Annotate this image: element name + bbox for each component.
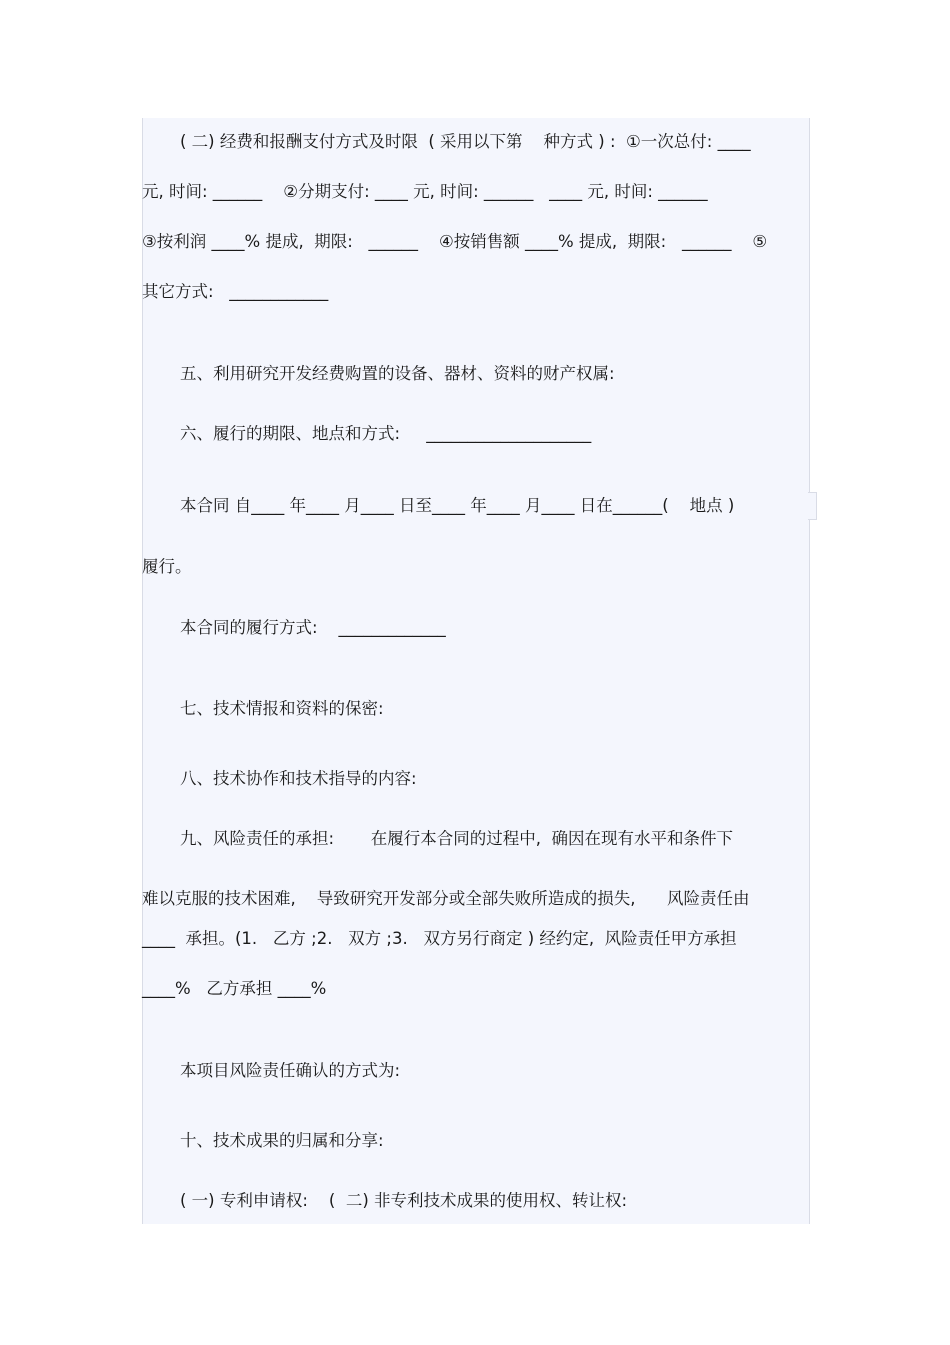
performance-period-line: 本合同 自____ 年____ 月____ 日至____ 年____ 月____ 日在______( 地点 ) — [180, 496, 735, 515]
payment-profit-line: ③按利润 ____% 提成, 期限: ______ ④按销售额 ____% 提成, 期限: ______ ⑤ — [142, 232, 768, 251]
risk-clause-line-4: ____% 乙方承担 ____% — [142, 979, 327, 998]
patent-rights-line: ( 一) 专利申请权: ( 二) 非专利技术成果的使用权、转让权: — [180, 1191, 628, 1210]
table-border-mark — [808, 492, 817, 520]
risk-confirmation-line: 本项目风险责任确认的方式为: — [180, 1061, 401, 1080]
section-7-heading: 七、技术情报和资料的保密: — [180, 699, 384, 718]
performance-method-line: 本合同的履行方式: _____________ — [180, 618, 446, 637]
section-6-heading: 六、履行的期限、地点和方式: ____________________ — [180, 424, 592, 443]
performance-period-continued: 履行。 — [142, 557, 192, 576]
payment-method-line: ( 二) 经费和报酬支付方式及时限 ( 采用以下第 种方式 ) : ①一次总付: ____ — [180, 132, 751, 151]
payment-installment-line: 元, 时间: ______ ②分期支付: ____ 元, 时间: ______ ____ 元, 时间: ______ — [142, 182, 708, 201]
section-5-heading: 五、利用研究开发经费购置的设备、器材、资料的财产权属: — [180, 364, 615, 383]
section-10-heading: 十、技术成果的归属和分享: — [180, 1131, 384, 1150]
risk-clause-line-2: 难以克服的技术困难, 导致研究开发部分或全部失败所造成的损失, 风险责任由 — [142, 889, 750, 908]
risk-clause-line-3: ____ 承担。(1. 乙方 ;2. 双方 ;3. 双方另行商定 ) 经约定, 风险责任甲方承担 — [142, 929, 737, 948]
section-9-heading: 九、风险责任的承担: 在履行本合同的过程中, 确因在现有水平和条件下 — [180, 829, 734, 848]
payment-other-line: 其它方式: ____________ — [142, 282, 329, 301]
section-8-heading: 八、技术协作和技术指导的内容: — [180, 769, 417, 788]
